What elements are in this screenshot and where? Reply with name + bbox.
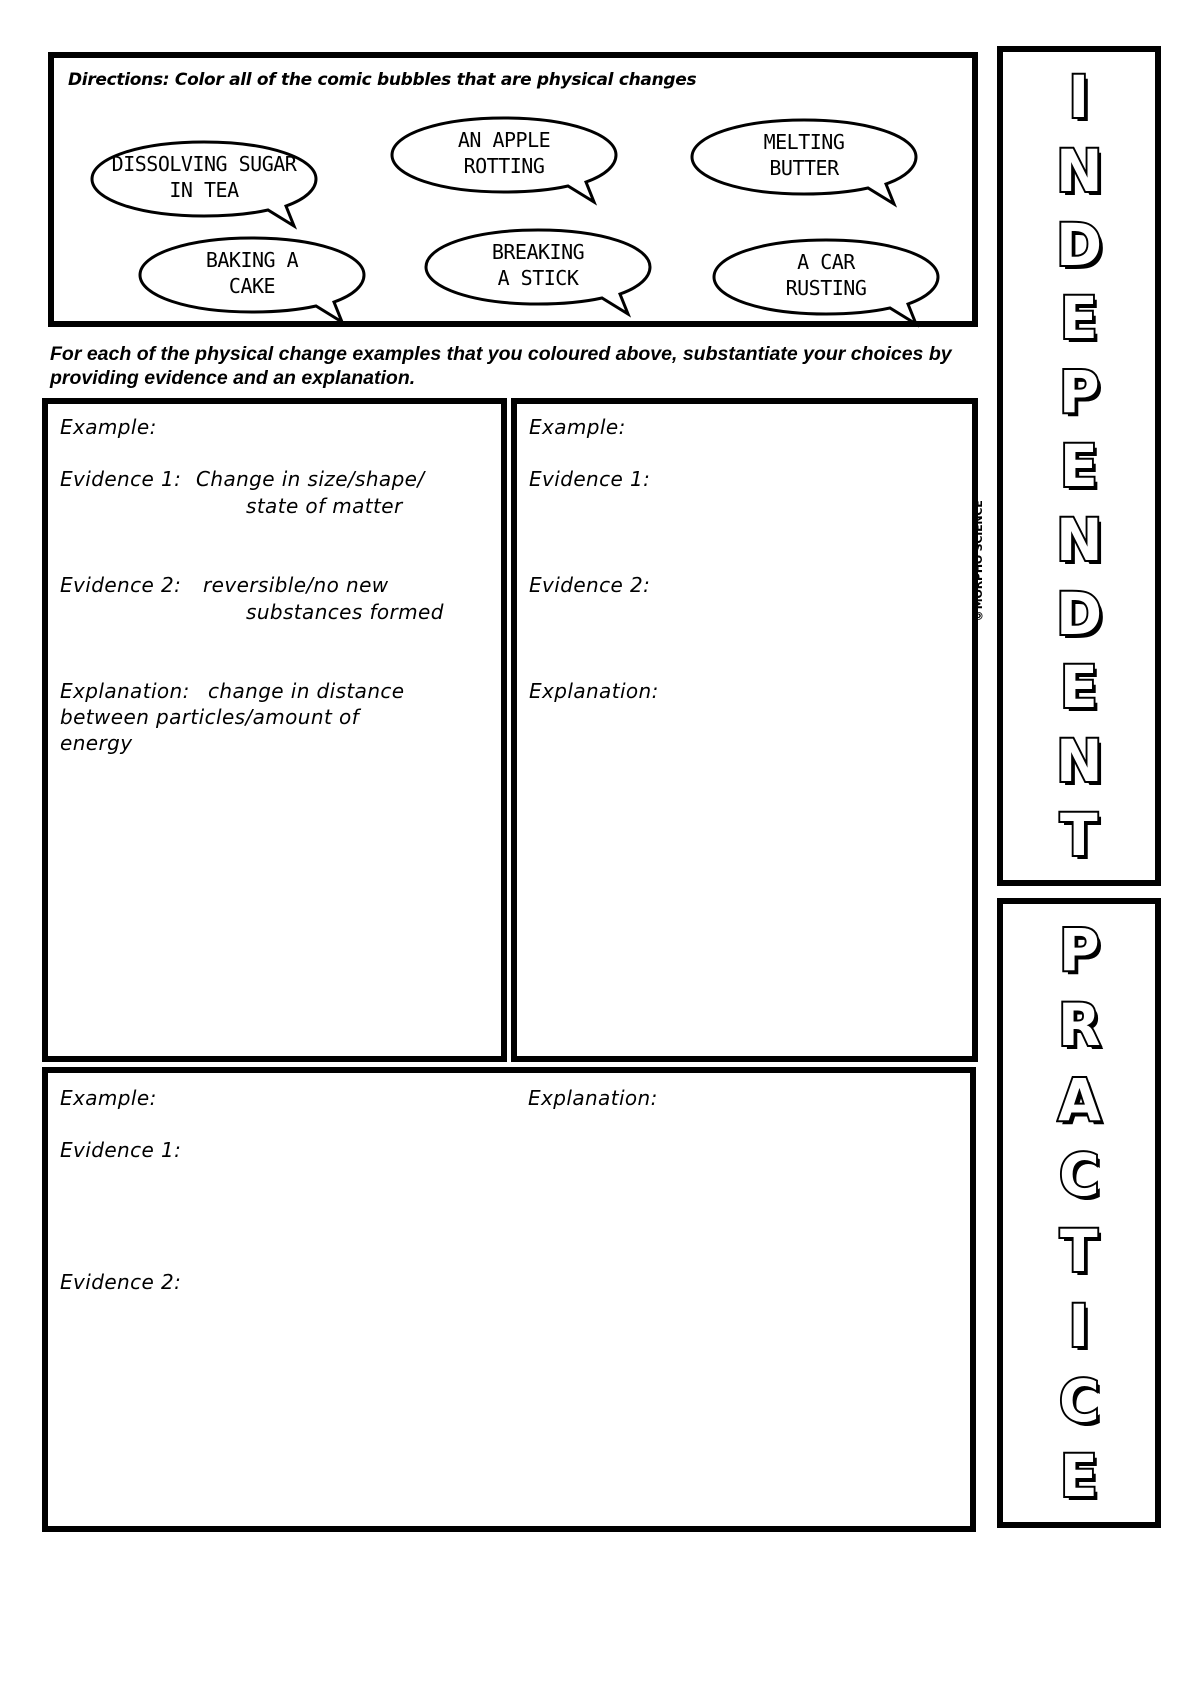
directions-text: Directions: Color all of the comic bubbles that are physical changes: [68, 70, 697, 90]
evidence1-label: Evidence 1:: [529, 467, 651, 491]
evidence2-answer-line2: substances formed: [246, 600, 444, 624]
copyright-text: ©MORPHO SCIENCE: [972, 500, 985, 622]
side-title-letter: C: [1058, 1141, 1100, 1210]
side-title-independent: [1003, 52, 1155, 880]
side-title-letter: E: [1060, 1442, 1098, 1511]
evidence1-label: Evidence 1:: [60, 467, 182, 491]
side-title-letter: I: [1068, 1291, 1090, 1360]
side-title-letter: N: [1055, 505, 1103, 574]
side-title-letter: N: [1055, 727, 1103, 796]
bubble-label: MELTING BUTTER: [763, 130, 845, 180]
side-title-practice: [1003, 904, 1155, 1522]
example-label: Example:: [60, 415, 157, 439]
evidence2-label: Evidence 2:: [60, 1270, 182, 1294]
side-title-letter: T: [1060, 801, 1098, 870]
side-title-letter: T: [1060, 1216, 1098, 1285]
side-title-letter: N: [1055, 136, 1103, 205]
side-title-letter: R: [1057, 990, 1101, 1059]
side-title-letter: E: [1060, 284, 1098, 353]
evidence2-answer: reversible/no new: [203, 573, 389, 597]
explanation-answer-line2: between particles/amount of energy: [60, 705, 360, 755]
answer-box-2[interactable]: [511, 398, 978, 1062]
side-title-letter: E: [1060, 431, 1098, 500]
side-title-letter: P: [1058, 358, 1100, 427]
explanation-label: Explanation:: [60, 679, 190, 703]
bubble-label: DISSOLVING SUGAR IN TEA: [111, 152, 297, 202]
side-banner-practice: [997, 898, 1161, 1528]
explanation-label: Explanation:: [528, 1086, 658, 1110]
bubble-label: A CAR RUSTING: [785, 250, 867, 300]
side-banner-independent: [997, 46, 1161, 886]
answer-box-3[interactable]: [42, 1067, 976, 1532]
bubble-label: BAKING A CAKE: [205, 248, 299, 298]
evidence2-label: Evidence 2:: [60, 573, 182, 597]
instructions-text: For each of the physical change examples that you coloured above, substantiate your choices by providing evidence and an explanation.: [50, 343, 952, 389]
side-title-letter: E: [1060, 653, 1098, 722]
evidence2-label: Evidence 2:: [529, 573, 651, 597]
bubble-label: AN APPLE ROTTING: [457, 128, 551, 178]
side-title-letter: A: [1057, 1066, 1101, 1135]
evidence1-answer-line2: state of matter: [246, 494, 403, 518]
example-label: Example:: [529, 415, 626, 439]
evidence1-answer: Change in size/shape/: [196, 467, 425, 491]
example-label: Example:: [60, 1086, 157, 1110]
evidence1-label: Evidence 1:: [60, 1138, 182, 1162]
directions-panel: [48, 52, 978, 327]
side-title-letter: D: [1056, 579, 1102, 648]
bubble-label: BREAKING A STICK: [491, 240, 585, 290]
answer-box-1[interactable]: [42, 398, 507, 1062]
side-title-letter: I: [1068, 62, 1090, 131]
side-title-letter: C: [1058, 1367, 1100, 1436]
side-title-letter: D: [1056, 210, 1102, 279]
explanation-answer: change in distance: [208, 679, 405, 703]
explanation-label: Explanation:: [529, 679, 659, 703]
side-title-letter: P: [1058, 915, 1100, 984]
